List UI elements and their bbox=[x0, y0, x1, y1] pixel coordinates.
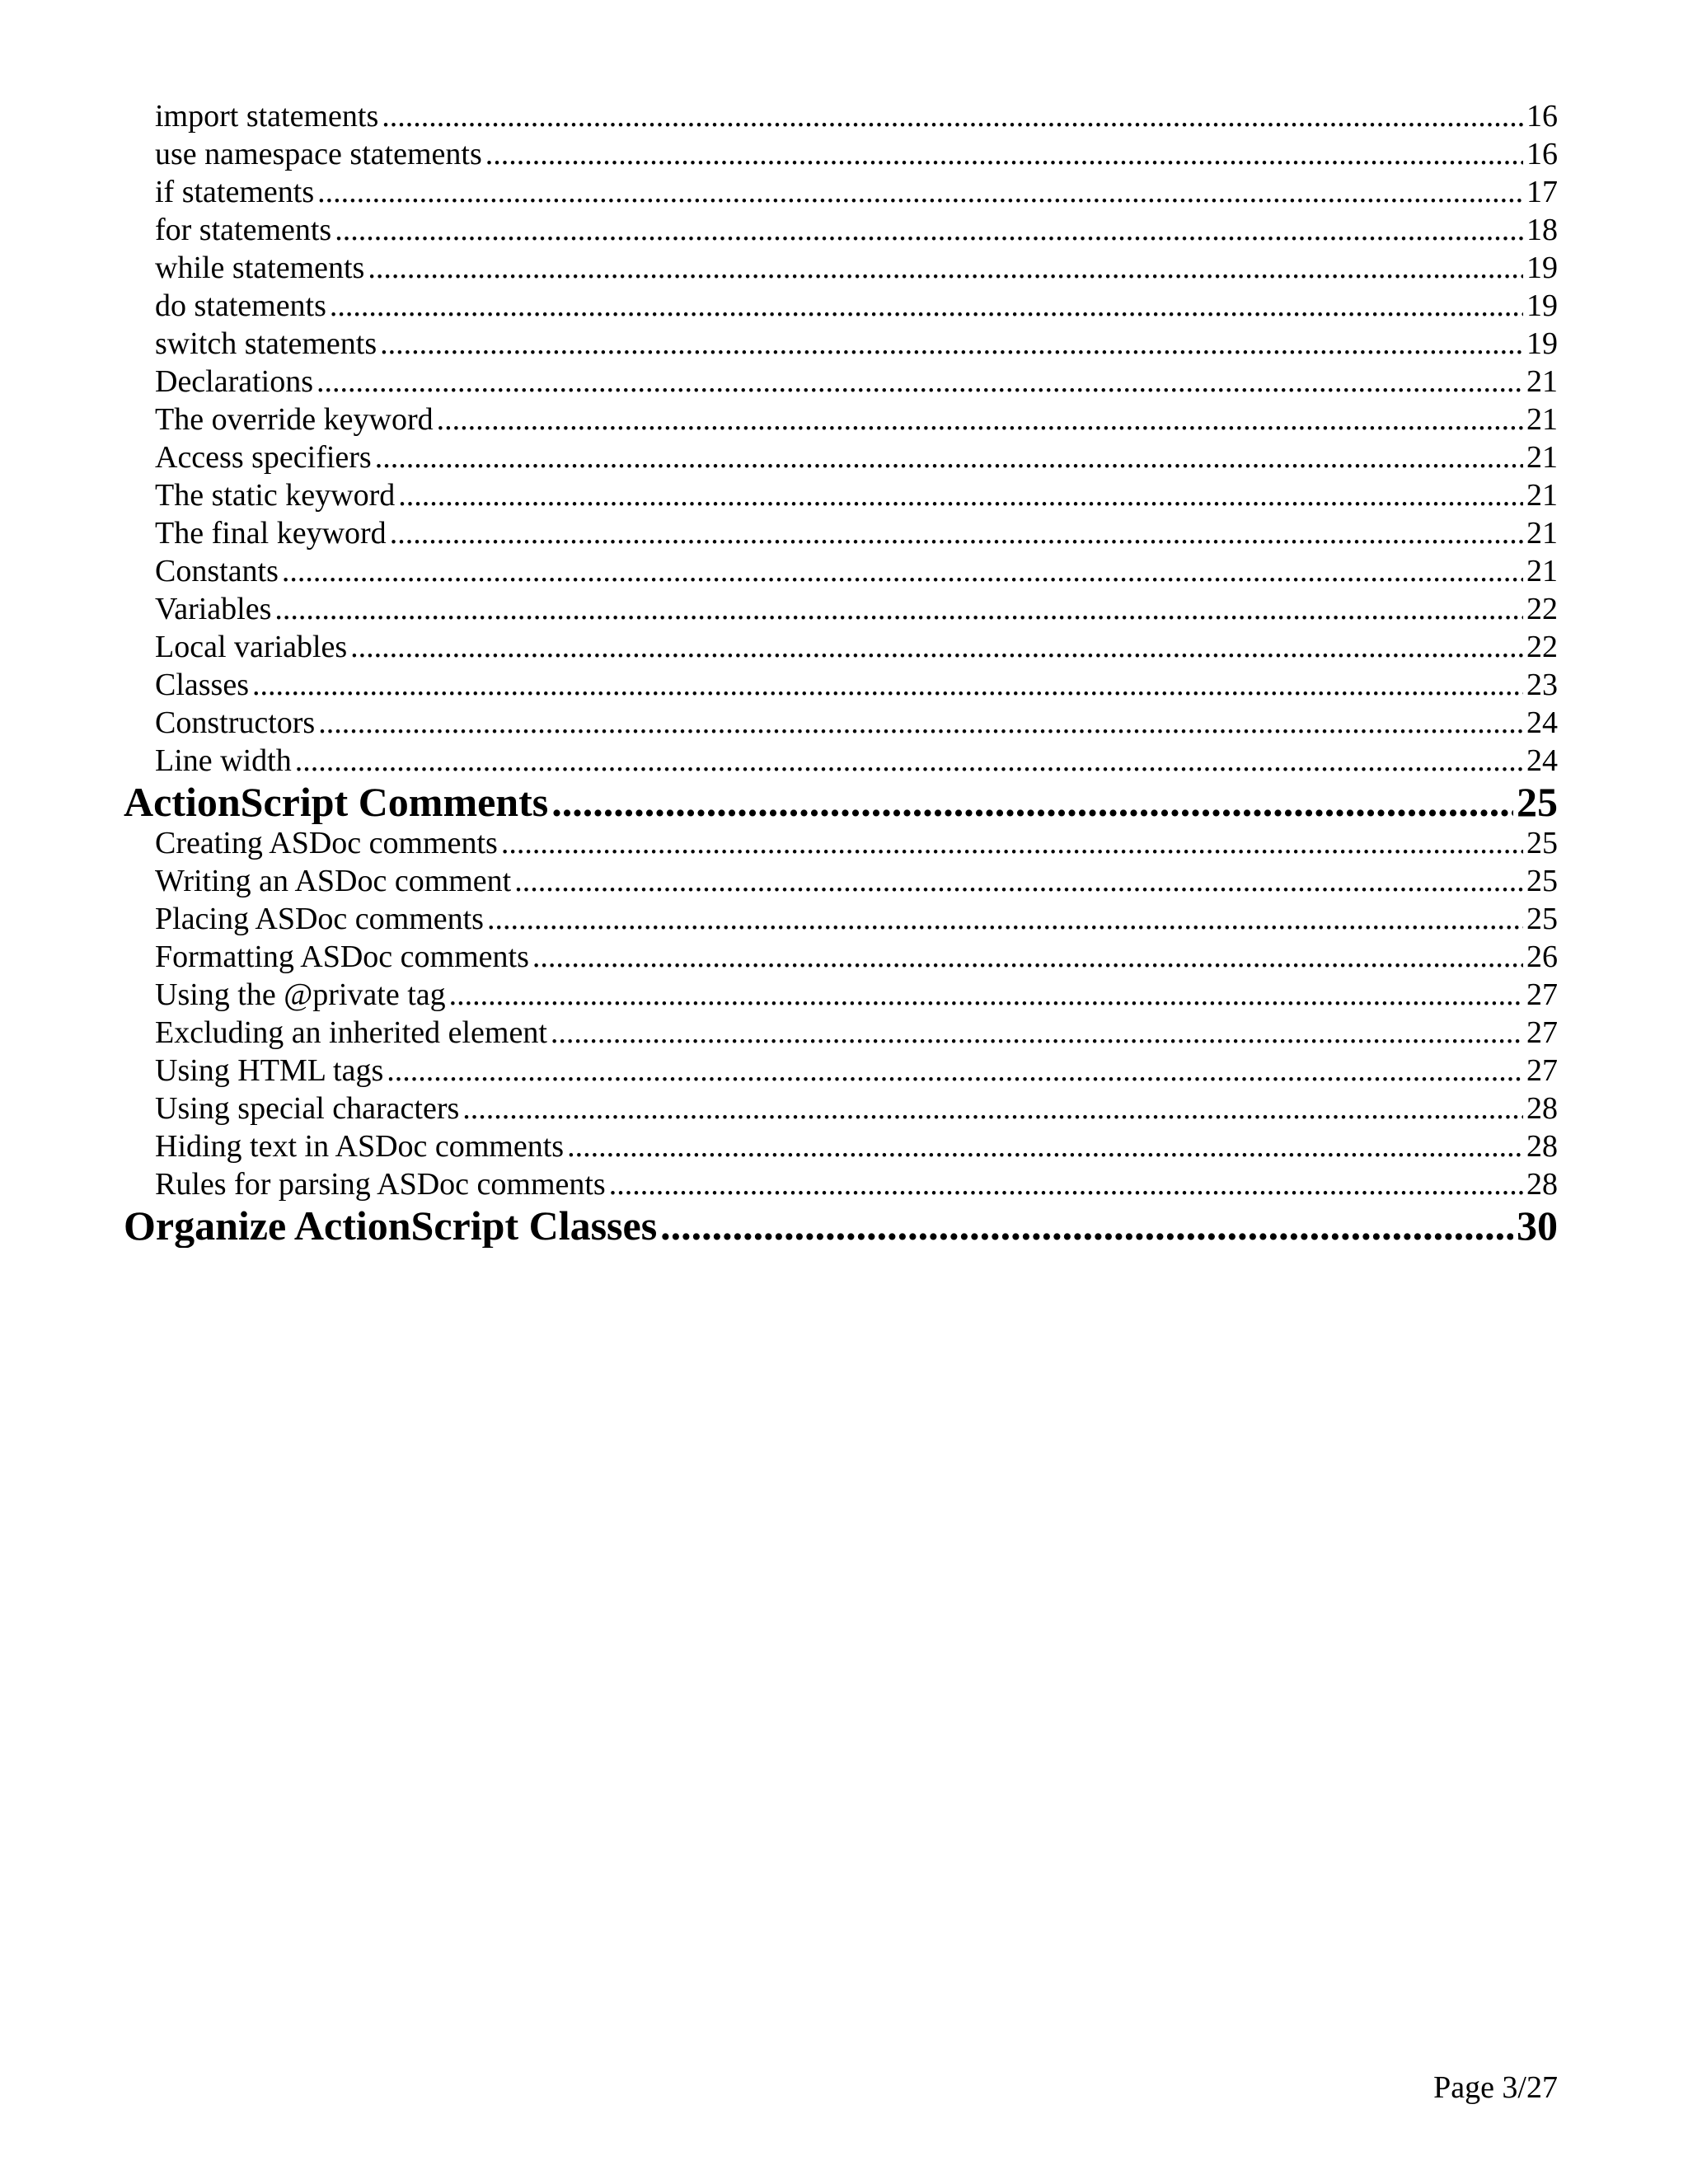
toc-entry-title: Local variables bbox=[155, 630, 348, 664]
toc-subsection-entry[interactable] bbox=[124, 900, 1558, 938]
toc-dot-leader bbox=[551, 780, 1513, 824]
toc-entry-page: 27 bbox=[1526, 1015, 1558, 1050]
toc-entry-page: 27 bbox=[1526, 1053, 1558, 1088]
toc-subsection-entry[interactable] bbox=[124, 211, 1558, 249]
toc-dot-leader bbox=[609, 1165, 1523, 1203]
toc-entry-title: while statements bbox=[155, 251, 365, 285]
toc-dot-leader bbox=[485, 135, 1523, 173]
toc-entry-title: for statements bbox=[155, 213, 332, 247]
toc-entry-page: 21 bbox=[1526, 478, 1558, 513]
toc-entry-page: 25 bbox=[1526, 902, 1558, 936]
toc-entry-title: Writing an ASDoc comment bbox=[155, 864, 512, 898]
toc-entry-page: 17 bbox=[1526, 175, 1558, 209]
toc-subsection-entry[interactable] bbox=[124, 1090, 1558, 1127]
toc-dot-leader bbox=[330, 287, 1523, 325]
toc-entry-title: Using HTML tags bbox=[155, 1053, 384, 1088]
toc-entry-page: 26 bbox=[1526, 940, 1558, 974]
toc-dot-leader bbox=[380, 325, 1523, 363]
toc-subsection-entry[interactable] bbox=[124, 287, 1558, 325]
toc-entry-page: 28 bbox=[1526, 1091, 1558, 1126]
toc-entry-title: Line width bbox=[155, 743, 292, 778]
toc-entry-title: Rules for parsing ASDoc comments bbox=[155, 1167, 606, 1202]
toc-dot-leader bbox=[368, 249, 1523, 287]
toc-subsection-entry[interactable] bbox=[124, 135, 1558, 173]
toc-entry-title: Excluding an inherited element bbox=[155, 1015, 547, 1050]
toc-entry-page: 27 bbox=[1526, 977, 1558, 1012]
table-of-contents bbox=[124, 97, 1558, 1248]
toc-subsection-entry[interactable] bbox=[124, 476, 1558, 514]
toc-dot-leader bbox=[551, 1014, 1523, 1052]
toc-entry-title: Using the @private tag bbox=[155, 977, 446, 1012]
toc-entry-title: Classes bbox=[155, 668, 249, 702]
toc-entry-page: 25 bbox=[1526, 864, 1558, 898]
toc-dot-leader bbox=[350, 628, 1523, 666]
toc-entry-page: 24 bbox=[1526, 705, 1558, 740]
toc-entry-title: Organize ActionScript Classes bbox=[124, 1203, 658, 1248]
toc-dot-leader bbox=[390, 514, 1523, 552]
toc-dot-leader bbox=[514, 862, 1523, 900]
toc-dot-leader bbox=[660, 1203, 1513, 1248]
toc-dot-leader bbox=[295, 742, 1523, 780]
toc-entry-title: switch statements bbox=[155, 326, 377, 361]
toc-entry-title: Declarations bbox=[155, 364, 314, 399]
toc-entry-title: The final keyword bbox=[155, 516, 387, 551]
toc-entry-page: 19 bbox=[1526, 251, 1558, 285]
toc-entry-page: 24 bbox=[1526, 743, 1558, 778]
toc-entry-page: 19 bbox=[1526, 326, 1558, 361]
toc-dot-leader bbox=[375, 438, 1523, 476]
toc-dot-leader bbox=[274, 590, 1523, 628]
toc-subsection-entry[interactable] bbox=[124, 1014, 1558, 1052]
toc-subsection-entry[interactable] bbox=[124, 666, 1558, 704]
toc-entry-title: Hiding text in ASDoc comments bbox=[155, 1129, 565, 1164]
toc-entry-page: 21 bbox=[1526, 402, 1558, 437]
toc-entry-title: ActionScript Comments bbox=[124, 780, 549, 824]
toc-dot-leader bbox=[318, 704, 1523, 742]
toc-dot-leader bbox=[387, 1052, 1523, 1090]
toc-dot-leader bbox=[317, 173, 1523, 211]
toc-entry-title: Constants bbox=[155, 554, 279, 588]
toc-entry-page: 25 bbox=[1517, 780, 1558, 824]
toc-dot-leader bbox=[382, 97, 1523, 135]
toc-dot-leader bbox=[487, 900, 1523, 938]
toc-subsection-entry[interactable] bbox=[124, 173, 1558, 211]
toc-subsection-entry[interactable] bbox=[124, 1052, 1558, 1090]
toc-entry-page: 28 bbox=[1526, 1167, 1558, 1202]
toc-entry-title: use namespace statements bbox=[155, 137, 482, 171]
toc-dot-leader bbox=[501, 824, 1523, 862]
toc-subsection-entry[interactable] bbox=[124, 938, 1558, 976]
toc-subsection-entry[interactable] bbox=[124, 1127, 1558, 1165]
toc-entry-title: Access specifiers bbox=[155, 440, 372, 475]
toc-entry-title: import statements bbox=[155, 99, 379, 134]
toc-entry-page: 19 bbox=[1526, 288, 1558, 323]
toc-subsection-entry[interactable] bbox=[124, 363, 1558, 401]
toc-entry-page: 21 bbox=[1526, 440, 1558, 475]
toc-dot-leader bbox=[316, 363, 1523, 401]
toc-subsection-entry[interactable] bbox=[124, 704, 1558, 742]
toc-entry-page: 25 bbox=[1526, 826, 1558, 860]
toc-dot-leader bbox=[449, 976, 1523, 1014]
toc-entry-page: 22 bbox=[1526, 592, 1558, 626]
toc-entry-page: 22 bbox=[1526, 630, 1558, 664]
toc-subsection-entry[interactable] bbox=[124, 97, 1558, 135]
toc-entry-title: if statements bbox=[155, 175, 315, 209]
toc-dot-leader bbox=[567, 1127, 1523, 1165]
toc-entry-page: 21 bbox=[1526, 554, 1558, 588]
page-number: Page 3/27 bbox=[1433, 2070, 1558, 2105]
toc-subsection-entry[interactable] bbox=[124, 438, 1558, 476]
toc-entry-title: Using special characters bbox=[155, 1091, 460, 1126]
toc-subsection-entry[interactable] bbox=[124, 552, 1558, 590]
toc-dot-leader bbox=[252, 666, 1523, 704]
toc-subsection-entry[interactable] bbox=[124, 249, 1558, 287]
toc-dot-leader bbox=[462, 1090, 1523, 1127]
toc-entry-title: Variables bbox=[155, 592, 272, 626]
toc-dot-leader bbox=[437, 401, 1523, 438]
toc-section-entry[interactable] bbox=[124, 1203, 1558, 1248]
toc-subsection-entry[interactable] bbox=[124, 742, 1558, 780]
toc-subsection-entry[interactable] bbox=[124, 590, 1558, 628]
toc-entry-page: 18 bbox=[1526, 213, 1558, 247]
toc-entry-page: 16 bbox=[1526, 99, 1558, 134]
toc-entry-page: 21 bbox=[1526, 364, 1558, 399]
toc-subsection-entry[interactable] bbox=[124, 514, 1558, 552]
toc-entry-title: Formatting ASDoc comments bbox=[155, 940, 529, 974]
toc-entry-page: 16 bbox=[1526, 137, 1558, 171]
toc-entry-title: Placing ASDoc comments bbox=[155, 902, 484, 936]
toc-section-entry[interactable] bbox=[124, 780, 1558, 824]
toc-subsection-entry[interactable] bbox=[124, 862, 1558, 900]
toc-entry-page: 21 bbox=[1526, 516, 1558, 551]
toc-dot-leader bbox=[398, 476, 1523, 514]
toc-dot-leader bbox=[282, 552, 1523, 590]
toc-entry-title: Creating ASDoc comments bbox=[155, 826, 498, 860]
toc-dot-leader bbox=[335, 211, 1523, 249]
toc-entry-page: 28 bbox=[1526, 1129, 1558, 1164]
toc-entry-title: Constructors bbox=[155, 705, 316, 740]
toc-subsection-entry[interactable] bbox=[124, 824, 1558, 862]
toc-subsection-entry[interactable] bbox=[124, 628, 1558, 666]
toc-entry-title: The static keyword bbox=[155, 478, 396, 513]
toc-subsection-entry[interactable] bbox=[124, 1165, 1558, 1203]
toc-entry-page: 30 bbox=[1517, 1203, 1558, 1248]
toc-entry-title: The override keyword bbox=[155, 402, 434, 437]
toc-subsection-entry[interactable] bbox=[124, 976, 1558, 1014]
toc-subsection-entry[interactable] bbox=[124, 401, 1558, 438]
toc-subsection-entry[interactable] bbox=[124, 325, 1558, 363]
toc-entry-title: do statements bbox=[155, 288, 326, 323]
toc-entry-page: 23 bbox=[1526, 668, 1558, 702]
toc-dot-leader bbox=[532, 938, 1523, 976]
